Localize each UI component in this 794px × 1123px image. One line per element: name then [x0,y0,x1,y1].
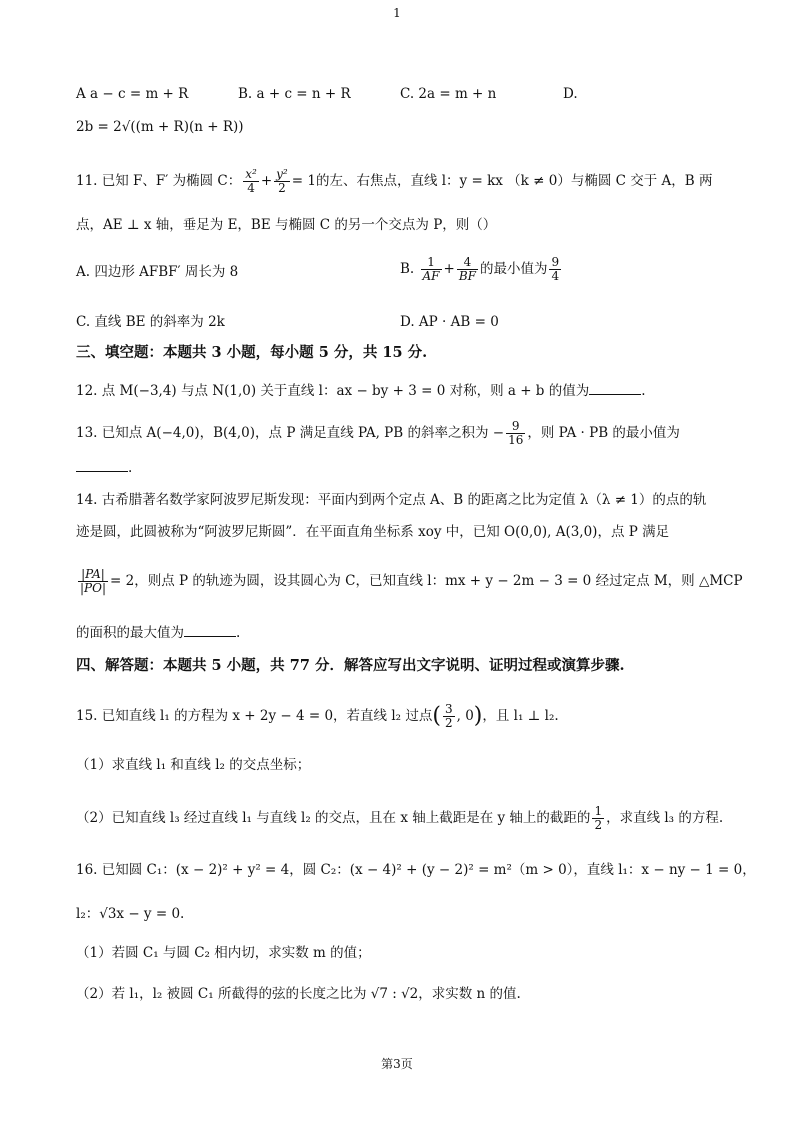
q10-option-d: D. [563,86,578,102]
q16-part2: （2）若 l₁，l₂ 被圆 C₁ 所截得的弦的长度之比为 √7 : √2，求实数 n 的值. [76,986,521,1002]
q14-line3 [76,568,743,595]
q15-part2 [76,805,723,832]
q10-option-d-formula: 2b = 2√((m + R)(n + R)) [76,119,244,135]
q14-line4: 的面积的最大值为 . [76,622,240,643]
q14-line3-text: = 2，则点 P 的轨迹为圆，设其圆心为 C，已知直线 l：mx + y − 2m − 3 = 0 经过定点 M，则 △MCP [110,573,743,589]
q11-option-d: D. AP · AB = 0 [400,314,499,330]
q15-fraction-1-2: $\frac{1}{2}$ [594,804,603,832]
q13-answer-blank[interactable] [76,457,128,472]
q15-fraction-3-2: $\frac{3}{2}$ [444,702,453,730]
section4-title: 四、解答题：本题共 5 小题，共 77 分．解答应写出文字说明、证明过程或演算步骤. [76,657,625,674]
q16-stem-line2: l₂：√3x − y = 0. [76,906,185,922]
q14-fraction-pa-po: $\frac{|PA|}{|PO|}$ [80,567,106,595]
q15-part1: （1）求直线 l₁ 和直线 l₂ 的交点坐标； [76,757,311,773]
q15-stem-part2: ，且 l₁ ⊥ l₂. [482,708,559,724]
q11-stem-part1: 11. 已知 F、F′ 为椭圆 C： [76,173,242,189]
q11-stem-line1: 11. 已知 F、F′ 为椭圆 C： $\frac{\text{x²}}{4}$ + $\frac{\text{y²}}{2}$ = 1的左、右焦点，直线 l：y = kx （k ≠ 0）与椭圆 C 交于 A，B 两 [76,167,713,195]
section3-title: 三、填空题：本题共 3 小题，每小题 5 分，共 15 分. [76,344,428,361]
q12-stem: 12. 点 M(−3,4) 与点 N(1,0) 关于直线 l：ax − by + 3 = 0 对称，则 a + b 的值为 [76,383,590,399]
q13-stem-part2: ，则 PA · PB 的最小值为 [527,425,680,441]
q11-stem-part2: 的左、右焦点，直线 l：y = kx （k ≠ 0）与椭圆 C 交于 A，B 两 [315,173,713,189]
q11-option-b-label: B. [400,261,415,277]
q15-part2-text1: （2）已知直线 l₃ 经过直线 l₁ 与直线 l₂ 的交点，且在 x 轴上截距是在 y 轴上的截距的 [76,810,591,826]
q11-option-a: A. 四边形 AFBF′ 周长为 8 [76,264,239,280]
page-number: 1 [393,6,401,20]
q13-stem-part1: 13. 已知点 A(−4,0)，B(4,0)，点 P 满足直线 PA, PB 的斜率之积为 − [76,425,505,441]
q13-fraction-9-16: $\frac{9}{16}$ [508,419,524,447]
q14-line2: 迹是圆，此圆被称为“阿波罗尼斯圆”．在平面直角坐标系 xoy 中，已知 O(0,0), A(3,0)，点 P 满足 [76,524,670,540]
q11-fraction-9-4: $\frac{9}{4}$ [551,255,560,283]
q11-option-b: B. $\frac{1}{AF}$ + $\frac{4}{BF}$ 的最小值为 $\frac{9}{4}$ [400,255,560,283]
q16-stem-line1: 16. 已知圆 C₁：(x − 2)² + y² = 4，圆 C₂：(x − 4)² + (y − 2)² = m²（m > 0），直线 l₁：x − ny − 1 = 0， [76,862,756,878]
q10-option-b: B. a + c = n + R [238,86,351,102]
q11-stem-line2: 点，AE ⊥ x 轴，垂足为 E，BE 与椭圆 C 的另一个交点为 P，则（） [76,217,497,233]
q10-option-c: C. 2a = m + n [400,86,497,102]
q11-fraction-4-bf: $\frac{4}{BF}$ [458,255,476,283]
q13-text [76,420,680,447]
q11-fraction-y2-2: $\frac{\text{y²}}{2}$ [276,167,288,195]
q11-option-c: C. 直线 BE 的斜率为 2k [76,314,225,330]
q14-answer-blank[interactable] [184,622,236,637]
q15-stem: 15. 已知直线 l₁ 的方程为 x + 2y − 4 = 0，若直线 l₂ 过点( $\frac{3}{2}$ , 0)，且 l₁ ⊥ l₂. [76,702,559,730]
q13-answer-line: . [76,457,132,478]
q15-point-y: , 0 [456,708,474,724]
q10-option-a: A a − c = m + R [76,86,189,102]
q11-fraction-x2-4: $\frac{\text{x²}}{4}$ [245,167,257,195]
page-footer: 第3页 [381,1057,413,1071]
q11-fraction-1-af: $\frac{1}{AF}$ [422,255,440,283]
q15-part2-text2: ，求直线 l₃ 的方程. [606,810,724,826]
q14-line1: 14. 古希腊著名数学家阿波罗尼斯发现：平面内到两个定点 A、B 的距离之比为定值 λ（λ ≠ 1）的点的轨 [76,492,707,508]
q11-option-b-text: 的最小值为 [479,261,548,277]
q12-answer-blank[interactable] [589,380,641,395]
q16-part1: （1）若圆 C₁ 与圆 C₂ 相内切，求实数 m 的值； [76,945,371,961]
q14-line4-text: 的面积的最大值为 [76,625,184,641]
q15-stem-part1: 15. 已知直线 l₁ 的方程为 x + 2y − 4 = 0，若直线 l₂ 过点 [76,708,433,724]
q12-text: 12. 点 M(−3,4) 与点 N(1,0) 关于直线 l：ax − by + 3 = 0 对称，则 a + b 的值为 . [76,380,646,401]
